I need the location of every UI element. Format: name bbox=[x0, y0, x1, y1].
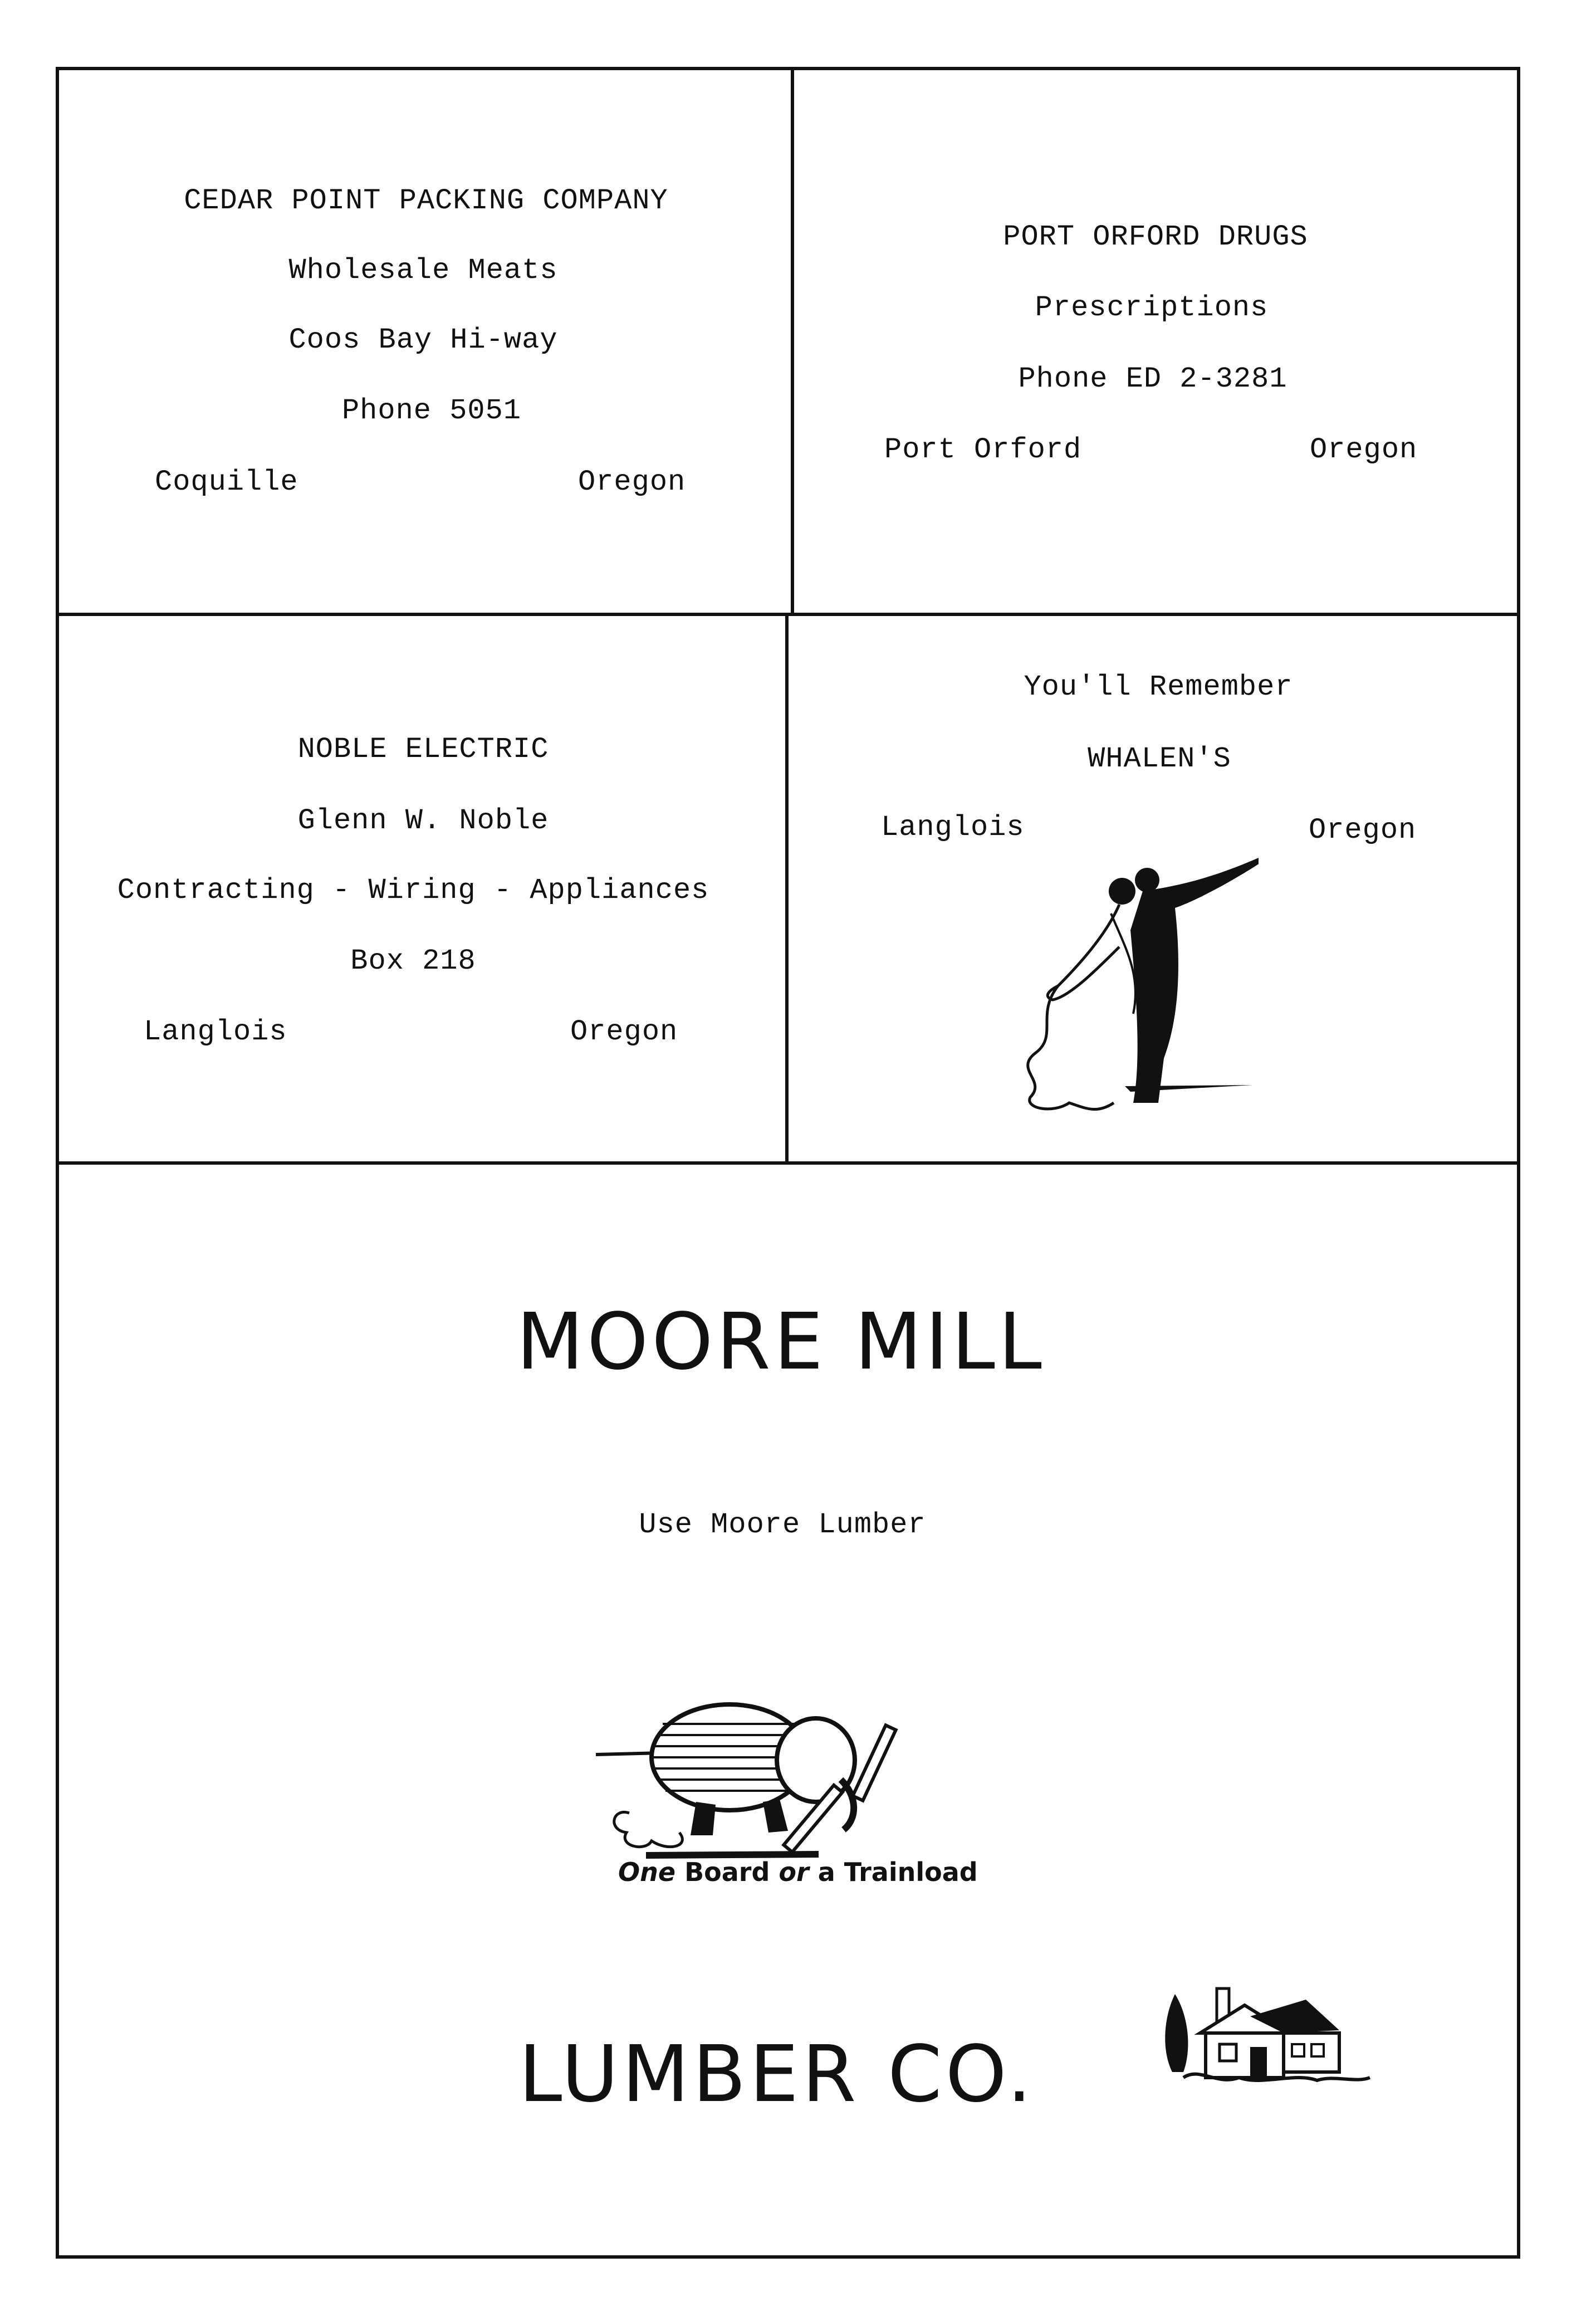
ad-noble-box: Box 218 bbox=[350, 945, 476, 978]
ad-port-orford-line1: Prescriptions bbox=[1035, 291, 1269, 324]
divider-vertical-top bbox=[791, 67, 794, 613]
dancing-couple-icon bbox=[1014, 847, 1259, 1125]
ad-moore-subtitle: Use Moore Lumber bbox=[639, 1508, 926, 1541]
ad-noble-services: Contracting - Wiring - Appliances bbox=[117, 874, 709, 907]
ad-cedar-name: CEDAR POINT PACKING COMPANY bbox=[184, 184, 668, 217]
ad-noble-owner: Glenn W. Noble bbox=[297, 804, 549, 837]
ad-whalens-city: Langlois bbox=[881, 811, 1025, 844]
ad-noble-city: Langlois bbox=[144, 1015, 287, 1048]
ad-moore-slogan-trainload: a Trainload bbox=[817, 1857, 978, 1887]
ad-moore-slogan-board: Board bbox=[684, 1857, 770, 1887]
ad-cedar-phone: Phone 5051 bbox=[341, 394, 522, 427]
ad-moore-title: MOORE MILL bbox=[516, 1297, 1045, 1387]
ad-port-orford-city: Port Orford bbox=[884, 433, 1082, 466]
ad-noble-state: Oregon bbox=[570, 1015, 678, 1048]
ad-cedar-line2: Coos Bay Hi-way bbox=[288, 324, 558, 356]
divider-horizontal-1 bbox=[56, 613, 1520, 616]
ad-whalens-tagline: You'll Remember bbox=[1024, 671, 1293, 703]
ad-moore-slogan-or: or bbox=[779, 1857, 809, 1887]
ad-cedar-line1: Wholesale Meats bbox=[288, 254, 558, 287]
ad-moore-slogan-one: One bbox=[618, 1857, 676, 1887]
divider-horizontal-2 bbox=[56, 1161, 1520, 1165]
ad-noble-name: NOBLE ELECTRIC bbox=[297, 733, 549, 766]
ad-port-orford-state: Oregon bbox=[1310, 433, 1418, 466]
ad-port-orford-name: PORT ORFORD DRUGS bbox=[1003, 221, 1308, 253]
divider-vertical-middle bbox=[785, 613, 789, 1164]
elephant-icon bbox=[596, 1685, 908, 1869]
ad-whalens-state: Oregon bbox=[1309, 814, 1417, 847]
ad-port-orford-phone: Phone ED 2-3281 bbox=[1018, 363, 1287, 395]
ad-moore-footer: LUMBER CO. bbox=[518, 2029, 1035, 2120]
house-icon bbox=[1150, 1983, 1373, 2094]
ad-cedar-city: Coquille bbox=[155, 466, 298, 499]
ad-whalens-name: WHALEN'S bbox=[1088, 742, 1231, 775]
ad-cedar-state: Oregon bbox=[578, 466, 686, 499]
ad-moore-slogan bbox=[618, 1859, 978, 1885]
